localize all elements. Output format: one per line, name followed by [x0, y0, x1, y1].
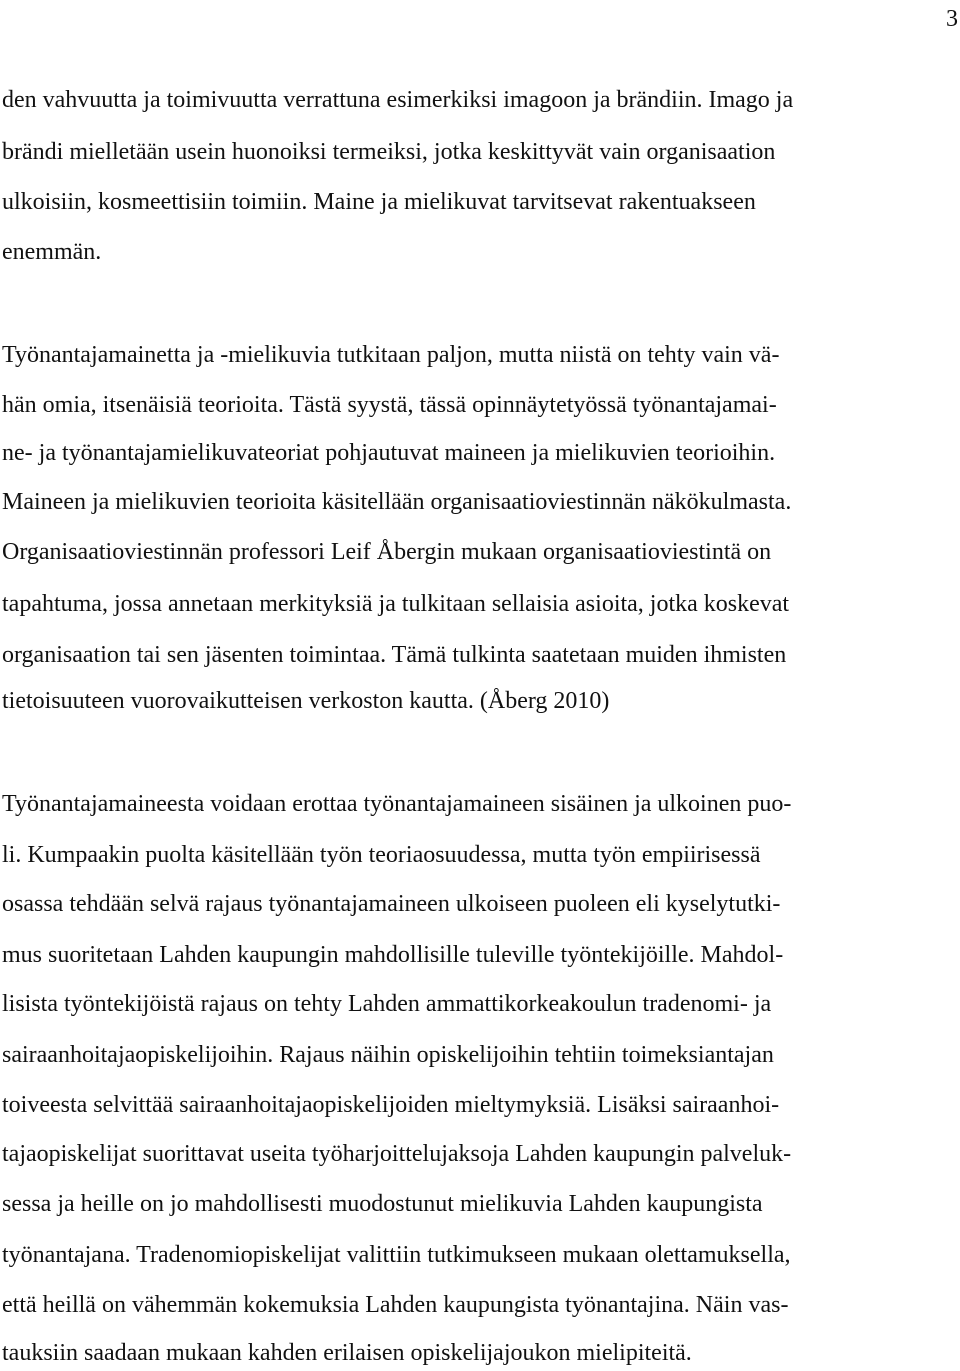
page-number: 3 [946, 6, 958, 32]
paragraph-line: lisista työntekijöistä rajaus on tehty Lahden ammattikorkeakoulun tradenomi- ja [2, 991, 772, 1017]
paragraph-line: tauksiin saadaan mukaan kahden erilaisen opiskelijajoukon mielipiteitä. [2, 1340, 692, 1366]
paragraph-line: tapahtuma, jossa annetaan merkityksiä ja tulkitaan sellaisia asioita, jotka koskevat [2, 591, 790, 617]
paragraph-line: tietoisuuteen vuorovaikutteisen verkoston kautta. (Åberg 2010) [2, 688, 610, 714]
paragraph-line: ulkoisiin, kosmeettisiin toimiin. Maine ja mielikuvat tarvitsevat rakentuakseen [2, 189, 756, 215]
paragraph-line: Maineen ja mielikuvien teorioita käsitellään organisaatioviestinnän näkökulmasta. [2, 489, 792, 515]
paragraph-line: työnantajana. Tradenomiopiskelijat valittiin tutkimukseen mukaan olettamuksella, [2, 1242, 791, 1268]
paragraph-line: osassa tehdään selvä rajaus työnantajamaineen ulkoiseen puoleen eli kyselytutki- [2, 891, 781, 917]
paragraph-line: li. Kumpaakin puolta käsitellään työn teoriaosuudessa, mutta työn empiirisessä [2, 842, 761, 868]
paragraph-line: mus suoritetaan Lahden kaupungin mahdollisille tuleville työntekijöille. Mahdol- [2, 942, 784, 968]
paragraph-line: organisaation tai sen jäsenten toimintaa. Tämä tulkinta saatetaan muiden ihmisten [2, 642, 787, 668]
paragraph-line: sairaanhoitajaopiskelijoihin. Rajaus näihin opiskelijoihin tehtiin toimeksiantajan [2, 1042, 774, 1068]
paragraph-line: että heillä on vähemmän kokemuksia Lahden kaupungista työnantajina. Näin vas- [2, 1292, 789, 1318]
paragraph-line: den vahvuutta ja toimivuutta verrattuna esimerkiksi imagoon ja brändiin. Imago ja [2, 87, 794, 113]
paragraph-line: Työnantajamainetta ja -mielikuvia tutkitaan paljon, mutta niistä on tehty vain vä- [2, 342, 780, 368]
paragraph-line: hän omia, itsenäisiä teorioita. Tästä syystä, tässä opinnäytetyössä työnantajamai- [2, 392, 777, 418]
paragraph-line: Työnantajamaineesta voidaan erottaa työnantajamaineen sisäinen ja ulkoinen puo- [2, 791, 792, 817]
paragraph-line: sessa ja heille on jo mahdollisesti muodostunut mielikuvia Lahden kaupungista [2, 1191, 763, 1217]
paragraph-line: ne- ja työnantajamielikuvateoriat pohjautuvat maineen ja mielikuvien teorioihin. [2, 440, 776, 466]
paragraph-line: Organisaatioviestinnän professori Leif Åbergin mukaan organisaatioviestintä on [2, 539, 772, 565]
paragraph-line: toiveesta selvittää sairaanhoitajaopiskelijoiden mieltymyksiä. Lisäksi sairaanhoi- [2, 1092, 780, 1118]
paragraph-line: enemmän. [2, 239, 102, 265]
paragraph-line: tajaopiskelijat suorittavat useita työharjoittelujaksoja Lahden kaupungin palveluk- [2, 1141, 792, 1167]
paragraph-line: brändi mielletään usein huonoiksi termeiksi, jotka keskittyvät vain organisaation [2, 139, 776, 165]
